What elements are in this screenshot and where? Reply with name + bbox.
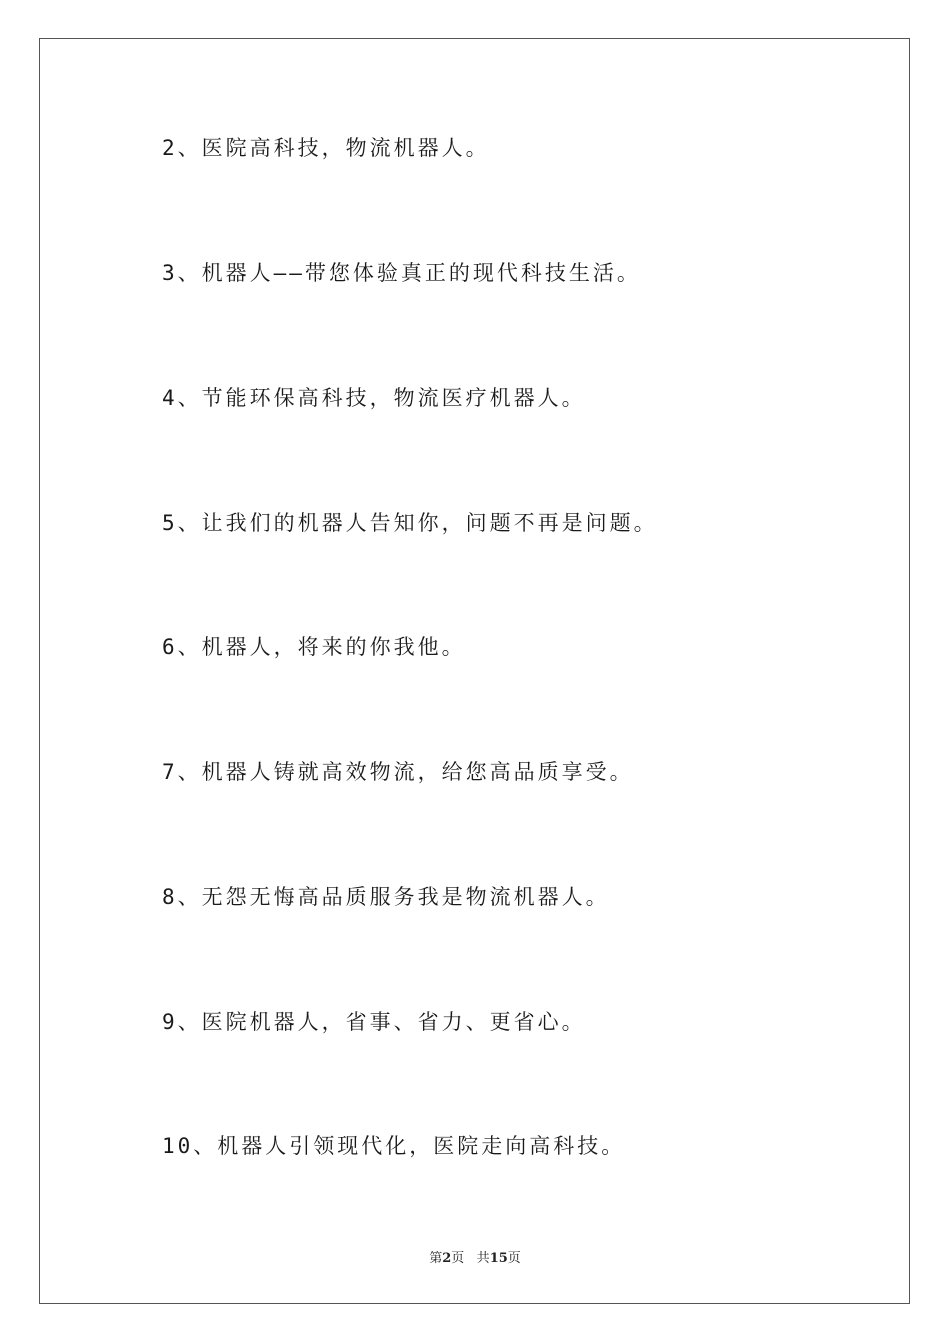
slogan-line-4: 4、节能环保高科技，物流医疗机器人。 <box>162 386 586 410</box>
slogan-line-9: 9、医院机器人，省事、省力、更省心。 <box>162 1010 586 1034</box>
footer-page-suffix: 页 <box>451 1251 465 1266</box>
footer-prefix: 第 <box>429 1251 443 1266</box>
page-footer <box>0 1247 950 1266</box>
slogan-line-8: 8、无怨无悔高品质服务我是物流机器人。 <box>162 885 610 909</box>
page-border <box>39 38 910 1304</box>
slogan-line-7: 7、机器人铸就高效物流，给您高品质享受。 <box>162 760 634 784</box>
slogan-line-2: 2、医院高科技，物流机器人。 <box>162 136 490 160</box>
footer-total-prefix: 共 <box>476 1251 490 1266</box>
current-page-number: 2 <box>442 1251 452 1266</box>
total-pages-number: 15 <box>489 1251 508 1266</box>
footer-total-suffix: 页 <box>507 1251 521 1266</box>
slogan-line-3: 3、机器人——带您体验真正的现代科技生活。 <box>162 261 641 285</box>
slogan-line-6: 6、机器人，将来的你我他。 <box>162 635 466 659</box>
slogan-line-10: 10、机器人引领现代化，医院走向高科技。 <box>162 1134 626 1158</box>
slogan-line-5: 5、让我们的机器人告知你，问题不再是问题。 <box>162 511 658 535</box>
